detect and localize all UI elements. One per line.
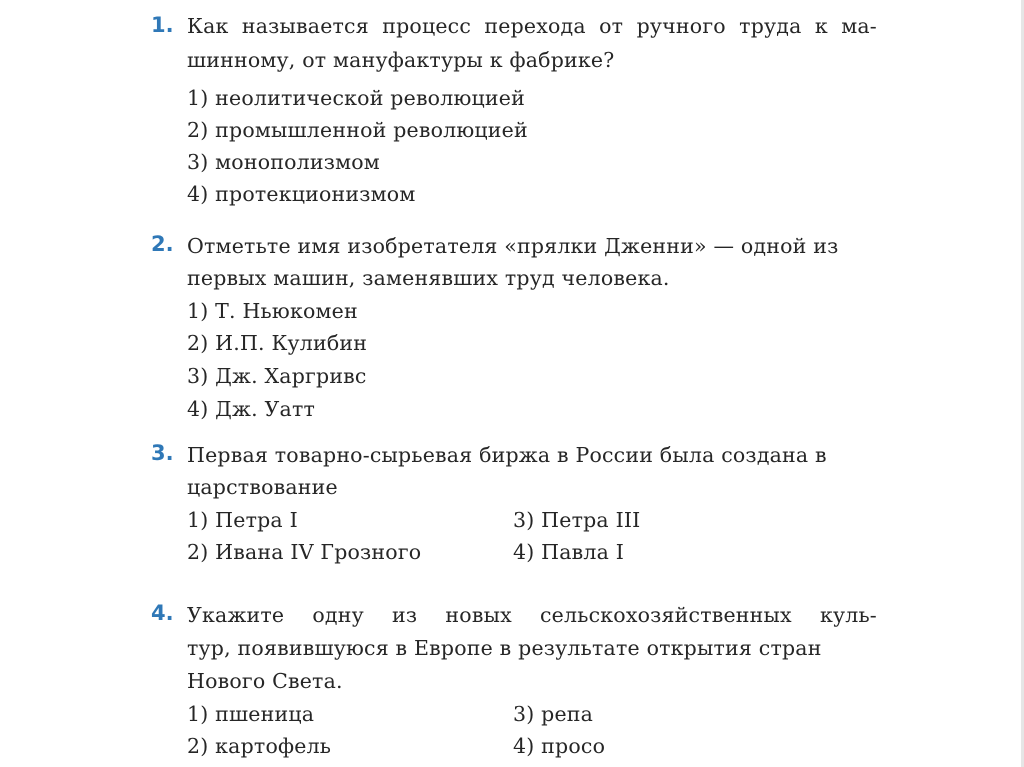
question-2-number: 2. xyxy=(151,232,174,256)
question-2-text-line-1: Отметьте имя изобретателя «прялки Дженни» — одной из xyxy=(187,234,839,258)
question-4-text-line-1 xyxy=(187,603,877,627)
word: ручного xyxy=(636,14,726,38)
question-2-option-3: 3) Дж. Харгривс xyxy=(187,364,367,388)
question-3-option-4: 4) Павла I xyxy=(513,540,625,564)
word: сельскохозяйственных xyxy=(540,603,792,627)
word: от xyxy=(599,14,624,38)
question-1-text-line-1 xyxy=(187,14,877,38)
word: труда xyxy=(739,14,802,38)
word: перехода xyxy=(484,14,586,38)
question-1-text-line-2: шинному, от мануфактуры к фабрике? xyxy=(187,48,615,72)
question-3-option-2: 2) Ивана IV Грозного xyxy=(187,540,422,564)
question-3-option-1: 1) Петра I xyxy=(187,508,298,532)
question-1-number: 1. xyxy=(151,13,174,37)
question-3-option-3: 3) Петра III xyxy=(513,508,641,532)
word: Как xyxy=(187,14,229,38)
word: Укажите xyxy=(187,603,285,627)
question-2-text-line-2: первых машин, заменявших труд человека. xyxy=(187,266,670,290)
word: одну xyxy=(312,603,364,627)
word: к xyxy=(814,14,828,38)
question-4-option-4: 4) просо xyxy=(513,734,606,758)
question-3-text-line-1: Первая товарно-сырьевая биржа в России была создана в xyxy=(187,443,827,467)
question-1-option-4: 4) протекционизмом xyxy=(187,182,416,206)
question-2-option-4: 4) Дж. Уатт xyxy=(187,397,316,421)
question-4-number: 4. xyxy=(151,601,174,625)
question-3-number: 3. xyxy=(151,441,174,465)
question-4-text-line-3: Нового Света. xyxy=(187,669,343,693)
word: процесс xyxy=(382,14,472,38)
question-1-option-1: 1) неолитической революцией xyxy=(187,86,525,110)
question-2-option-2: 2) И.П. Кулибин xyxy=(187,331,368,355)
word: называется xyxy=(241,14,369,38)
question-4-option-2: 2) картофель xyxy=(187,734,332,758)
question-4-option-3: 3) репа xyxy=(513,702,594,726)
question-1-option-2: 2) промышленной революцией xyxy=(187,118,528,142)
question-1-option-3: 3) монополизмом xyxy=(187,150,380,174)
word: куль- xyxy=(819,603,877,627)
question-2-option-1: 1) Т. Ньюкомен xyxy=(187,299,358,323)
word: ма- xyxy=(841,14,877,38)
word: из xyxy=(392,603,418,627)
question-3-text-line-2: царствование xyxy=(187,475,338,499)
question-4-text-line-2: тур, появившуюся в Европе в результате открытия стран xyxy=(187,636,822,660)
word: новых xyxy=(445,603,512,627)
question-4-option-1: 1) пшеница xyxy=(187,702,315,726)
